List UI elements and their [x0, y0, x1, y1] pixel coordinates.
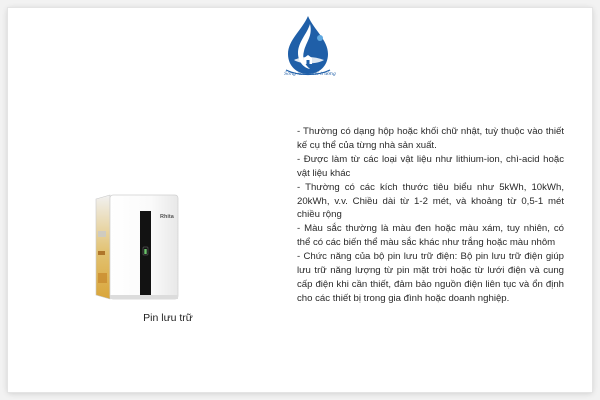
product-caption: Pin lưu trữ [143, 312, 193, 324]
description-paragraph: - Được làm từ các loại vật liệu như lithium-ion, chì-acid hoặc vật liệu khác [297, 153, 564, 179]
content-card [8, 8, 592, 392]
battery-storage-icon [92, 191, 182, 303]
description-paragraph: - Màu sắc thường là màu đen hoặc màu xám, tuy nhiên, có thể có các biến thể màu sắc khác như trắng hoặc màu nhôm [297, 223, 564, 249]
description-paragraph: - Chức năng của bộ pin lưu trữ điện: Bộ pin lưu trữ điện giúp lưu trữ năng lượng từ pin mặt trời hoặc từ lưới điện và cung cấp điện khi cần thiết, đảm bảo nguồn điện liên tục và ổn định cho các thiết bị trong gia đình hoặc doanh nghiệp. [297, 251, 564, 304]
product-description [297, 125, 564, 306]
description-paragraph: - Thường có các kích thước tiêu biểu như 5kWh, 10kWh, 20kWh, v.v. Chiều dài từ 1-2 mét, và khoảng từ 0,5-1 mét chiều rộng [297, 181, 564, 221]
description-paragraph: - Thường có dạng hộp hoặc khối chữ nhật, tuỳ thuộc vào thiết kế cụ thể của từng nhà sản xuất. [297, 126, 564, 151]
device-brand-text: Rhita [160, 214, 174, 220]
water-drop-logo-icon [280, 14, 336, 80]
logo-tagline: Sống xanh môi trường [284, 72, 336, 77]
